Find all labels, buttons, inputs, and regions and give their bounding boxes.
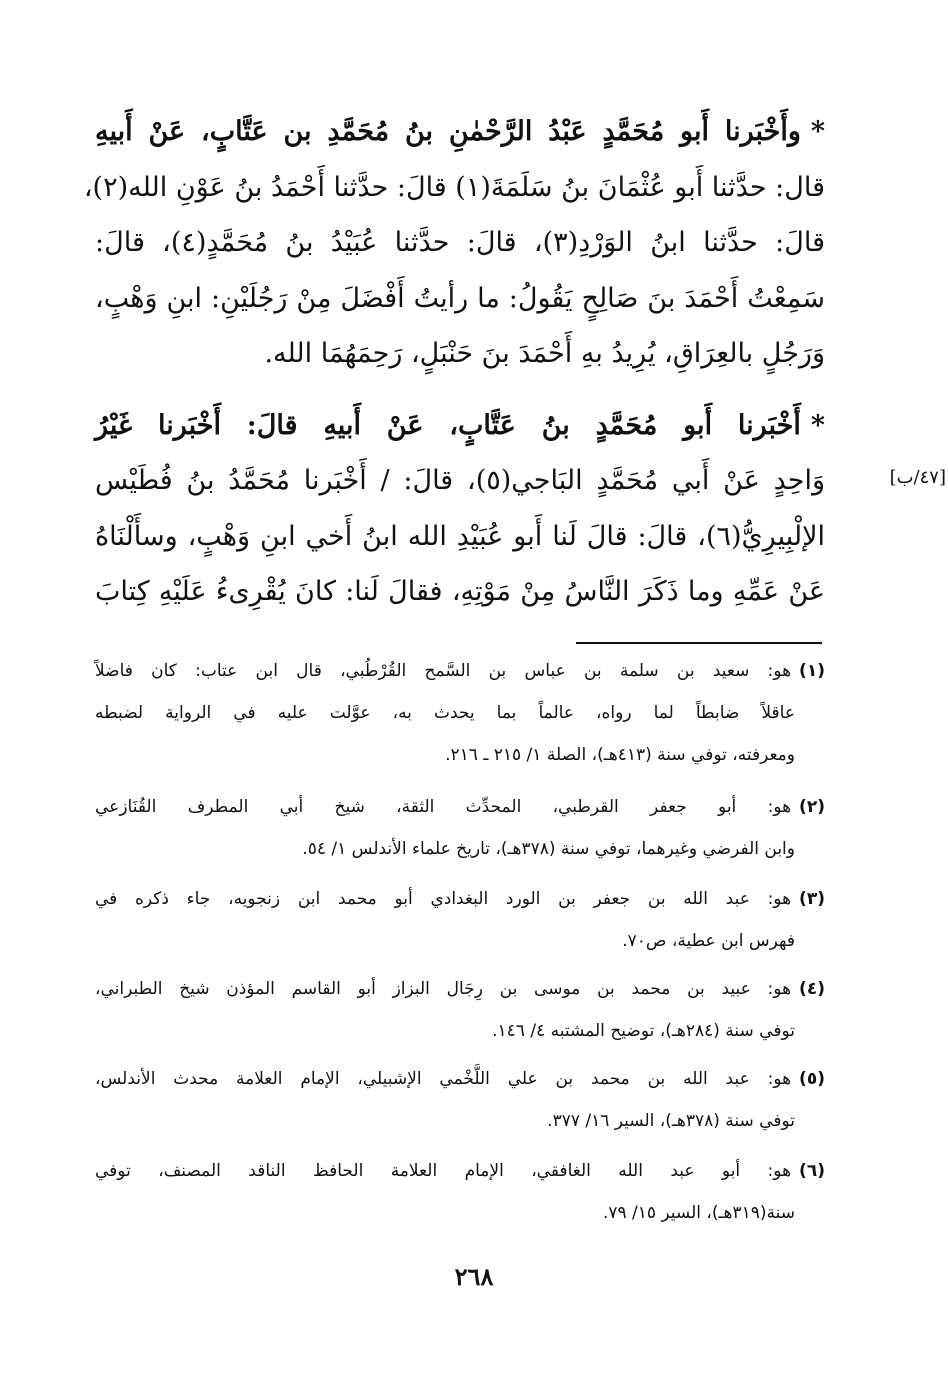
main-line-9 bbox=[95, 563, 825, 621]
footnote-6-line-2 bbox=[95, 1194, 795, 1232]
footnote-text: هو: أبو جعفر القرطبي، المحدِّث الثقة، شيخ أبي المطرف القُنَازعي bbox=[95, 797, 792, 817]
footnote-text: ومعرفته، توفي سنة (٤١٣هـ)، الصلة ١/ ٢١٥ ـ ٢١٦. bbox=[445, 745, 795, 765]
main-line-text: سَمِعْتُ أَحْمَدَ بنَ صَالِحٍ يَقُولُ: ما رأيتُ أَفْضَلَ مِنْ رَجُلَيْنِ: ابنِ وَهْبٍ، bbox=[95, 283, 825, 314]
footnote-text: سنة(٣١٩هـ)، السير ١٥/ ٧٩. bbox=[602, 1203, 795, 1223]
star-marker: * bbox=[810, 116, 825, 147]
margin-folio-note: [٤٧/ب] bbox=[889, 467, 946, 488]
footnote-5-line-2 bbox=[95, 1102, 795, 1140]
main-line-text: وَاحِدٍ عَنْ أَبي مُحَمَّدٍ البَاجي(٥)، قالَ: / أَخْبَرنا مُحَمَّدُ بنُ فُطَيْس bbox=[95, 465, 825, 496]
main-line-2 bbox=[83, 159, 825, 217]
main-line-text: قال: حدَّثنا أَبو عُثْمَانَ بنُ سَلَمَةَ(١) قالَ: حدَّثنا أَحْمَدُ بنُ عَوْنِ الله(٢)، bbox=[83, 172, 825, 203]
footnote-1-line-1 bbox=[95, 652, 825, 690]
footnote-number: (٤) bbox=[799, 979, 825, 999]
footnote-3-line-1 bbox=[95, 880, 825, 918]
main-line-7 bbox=[95, 452, 825, 510]
main-line-text: وأَخْبَرنا أَبو مُحَمَّدٍ عَبْدُ الرَّحْمٰنِ بنُ مُحَمَّدِ بن عَتَّابٍ، عَنْ أَبيهِ bbox=[95, 116, 801, 147]
footnote-text: هو: سعيد بن سلمة بن عباس بن السَّمح القُرْطُبي، قال ابن عتاب: كان فاضلاً bbox=[95, 661, 792, 681]
footnote-1-line-3 bbox=[95, 736, 795, 774]
footnote-text: فهرس ابن عطية، ص٧٠. bbox=[622, 931, 795, 951]
footnote-4-line-1 bbox=[95, 970, 825, 1008]
main-line-6 bbox=[95, 397, 825, 455]
footnote-2-line-1 bbox=[95, 788, 825, 826]
main-line-8 bbox=[95, 508, 825, 566]
main-line-5 bbox=[95, 325, 825, 383]
footnote-number: (٢) bbox=[799, 797, 825, 817]
main-line-3 bbox=[95, 214, 825, 272]
footnote-text: عاقلاً ضابطاً لما رواه، عالماً بما يحدث به، عوَّلت عليه في الرواية لضبطه bbox=[95, 703, 795, 723]
footnote-4-line-2 bbox=[95, 1012, 795, 1050]
main-line-4 bbox=[95, 270, 825, 328]
footnote-text: وابن الفرضي وغيرهما، توفي سنة (٣٧٨هـ)، تاريخ علماء الأندلس ١/ ٥٤. bbox=[302, 839, 795, 859]
star-marker: * bbox=[810, 410, 825, 441]
footnote-number: (٣) bbox=[799, 889, 825, 909]
footnote-number: (٥) bbox=[799, 1069, 825, 1089]
footnote-text: هو: عبد الله بن محمد بن علي اللَّخْمي الإشبيلي، الإمام العلامة محدث الأندلس، bbox=[95, 1069, 792, 1089]
page-number: ٢٦٨ bbox=[454, 1262, 494, 1291]
main-line-text: عَنْ عَمِّهِ وما ذَكَرَ النَّاسُ مِنْ مَوْتِهِ، فقالَ لَنا: كانَ يُقْرِىءُ عَلَيْهِ كِتابَ bbox=[95, 576, 825, 607]
footnote-text: هو: أبو عبد الله الغافقي، الإمام العلامة الحافظ الناقد المصنف، توفي bbox=[95, 1161, 792, 1181]
footnote-6-line-1 bbox=[95, 1152, 825, 1190]
footnote-3-line-2 bbox=[95, 922, 795, 960]
footnote-5-line-1 bbox=[95, 1060, 825, 1098]
main-line-text: قالَ: حدَّثنا ابنُ الوَرْدِ(٣)، قالَ: حدَّثنا عُبَيْدُ بنُ مُحَمَّدٍ(٤)، قالَ: bbox=[95, 227, 825, 258]
footnote-text: هو: عبد الله بن جعفر بن الورد البغدادي أبو محمد ابن زنجويه، جاء ذكره في bbox=[95, 889, 792, 909]
footnote-2-line-2 bbox=[95, 830, 795, 868]
footnote-text: هو: عبيد بن محمد بن موسى بن رِجَال البزاز أبو القاسم المؤذن شيخ الطبراني، bbox=[95, 979, 792, 999]
footnote-text: توفي سنة (٢٨٤هـ)، توضيح المشتبه ٤/ ١٤٦. bbox=[492, 1021, 795, 1041]
footnote-number: (٦) bbox=[799, 1161, 825, 1181]
main-line-text: وَرَجُلٍ بالعِرَاقِ، يُرِيدُ بهِ أَحْمَدَ بنَ حَنْبَلٍ، رَحِمَهُمَا الله. bbox=[264, 338, 825, 369]
footnote-text: توفي سنة (٣٧٨هـ)، السير ١٦/ ٣٧٧. bbox=[547, 1111, 795, 1131]
main-line-text: الإلْبِيرِيُّ(٦)، قالَ: قالَ لَنا أَبو عُبَيْدِ الله ابنُ أَخي ابنِ وَهْبٍ، وسأَلْنَاهُ bbox=[95, 521, 825, 552]
footnote-1-line-2 bbox=[95, 694, 795, 732]
main-line-text: أَخْبَرنا أَبو مُحَمَّدٍ بنُ عَتَّابٍ، عَنْ أَبيهِ قالَ: أَخْبَرنا غَيْرُ bbox=[95, 410, 801, 441]
footnote-divider bbox=[576, 642, 822, 644]
footnote-number: (١) bbox=[799, 661, 825, 681]
main-line-1 bbox=[95, 103, 825, 161]
